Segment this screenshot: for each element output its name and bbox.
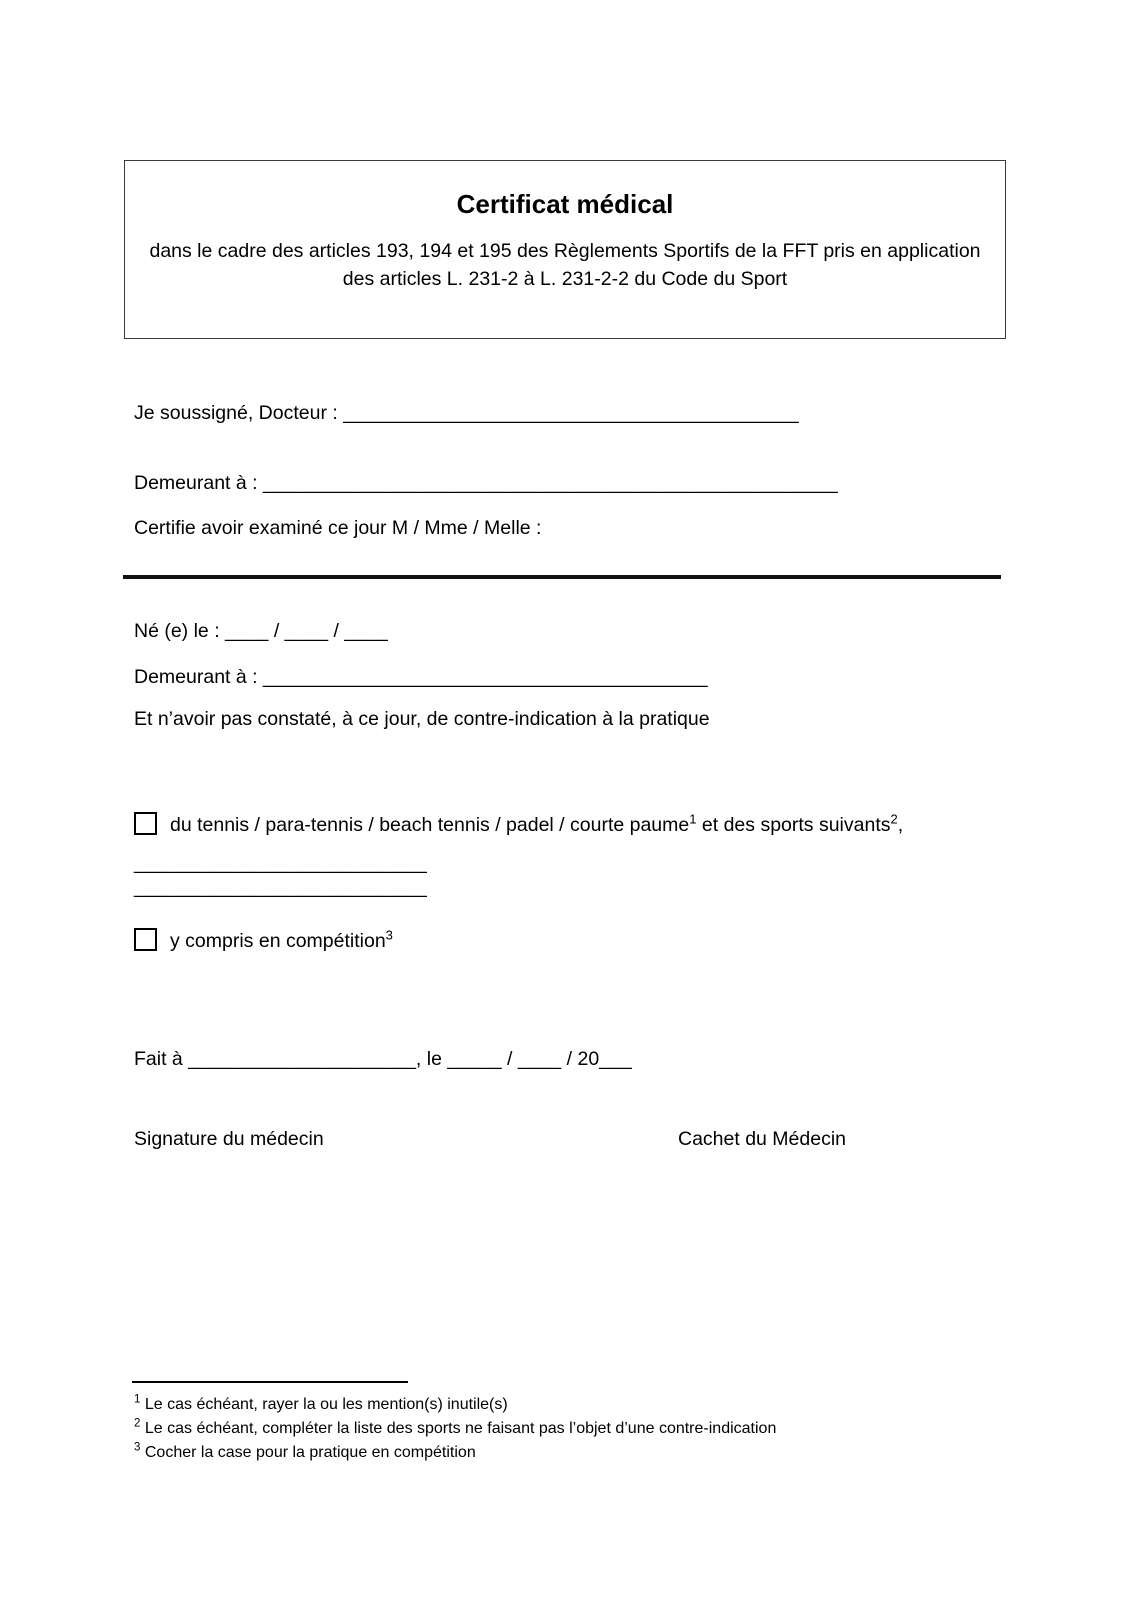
footnote-2-text: Le cas échéant, compléter la liste des sports ne faisant pas l’objet d’une contre-indication bbox=[144, 1420, 777, 1437]
sports-checkbox-label bbox=[170, 811, 904, 836]
footnote-ref-3: 3 bbox=[385, 927, 393, 943]
footnote-3 bbox=[134, 1441, 1132, 1465]
examined-statement: Certifie avoir examiné ce jour M / Mme / Melle : bbox=[134, 517, 542, 539]
doctor-stamp-label: Cachet du Médecin bbox=[678, 1128, 847, 1150]
footnote-ref-2: 2 bbox=[890, 811, 898, 827]
doctor-name-label: Je soussigné, Docteur : bbox=[134, 402, 344, 424]
competition-checkbox[interactable] bbox=[134, 928, 157, 951]
doctor-name-field bbox=[134, 402, 1132, 425]
footnote-separator-rule bbox=[132, 1381, 408, 1383]
doctor-address-field bbox=[134, 472, 1132, 495]
sports-checkbox[interactable] bbox=[134, 812, 157, 835]
doctor-name-blank: __________________________________________ bbox=[343, 402, 799, 424]
doctor-signature-label: Signature du médecin bbox=[134, 1128, 324, 1150]
sports-label-comma: , bbox=[897, 814, 904, 836]
footnote-1-marker: 1 bbox=[134, 1393, 141, 1406]
footnote-2 bbox=[134, 1417, 1132, 1441]
patient-address-blank: _________________________________________ bbox=[262, 666, 708, 688]
footnotes-block bbox=[134, 1393, 1132, 1465]
competition-label-text: y compris en compétition bbox=[170, 930, 386, 952]
sports-label-text-2: et des sports suivants bbox=[696, 814, 891, 836]
patient-address-label: Demeurant à : bbox=[134, 666, 263, 688]
competition-checkbox-label bbox=[170, 927, 393, 952]
extra-sports-blanks bbox=[134, 851, 1132, 899]
competition-checkbox-row bbox=[134, 928, 1132, 954]
doctor-address-label: Demeurant à : bbox=[134, 472, 263, 494]
sports-label-text: du tennis / para-tennis / beach tennis / padel / courte paume bbox=[170, 814, 690, 836]
footnote-2-marker: 2 bbox=[134, 1417, 141, 1430]
footnote-1 bbox=[134, 1393, 1132, 1417]
birth-date-field: Né (e) le : ____ / ____ / ____ bbox=[134, 620, 388, 642]
sports-checkbox-row bbox=[134, 812, 1132, 838]
doctor-address-blank: _____________________________________________________ bbox=[262, 472, 838, 494]
footnote-3-text: Cocher la case pour la pratique en compétition bbox=[144, 1444, 476, 1461]
patient-address-field bbox=[134, 666, 1132, 689]
signature-row bbox=[134, 1128, 1132, 1151]
extra-sports-blank-line: ___________________________ bbox=[134, 876, 427, 898]
certificate-title: Certificat médical bbox=[456, 189, 674, 219]
place-date-field: Fait à _____________________, le _____ / ____ / 20___ bbox=[134, 1048, 632, 1070]
patient-name-rule bbox=[123, 575, 1001, 579]
footnote-ref-1: 1 bbox=[689, 811, 697, 827]
header-box bbox=[124, 160, 1006, 339]
footnote-1-text: Le cas échéant, rayer la ou les mention(s) inutile(s) bbox=[144, 1396, 508, 1413]
certificate-subtitle: dans le cadre des articles 193, 194 et 195 des Règlements Sportifs de la FFT pris en application des articles L. 231-2 à L. 231-2-2 du Code du Sport bbox=[149, 240, 981, 290]
no-contraindication-statement: Et n’avoir pas constaté, à ce jour, de contre-indication à la pratique bbox=[134, 708, 710, 730]
extra-sports-blank-line: ___________________________ bbox=[134, 852, 427, 874]
footnote-3-marker: 3 bbox=[134, 1441, 141, 1454]
